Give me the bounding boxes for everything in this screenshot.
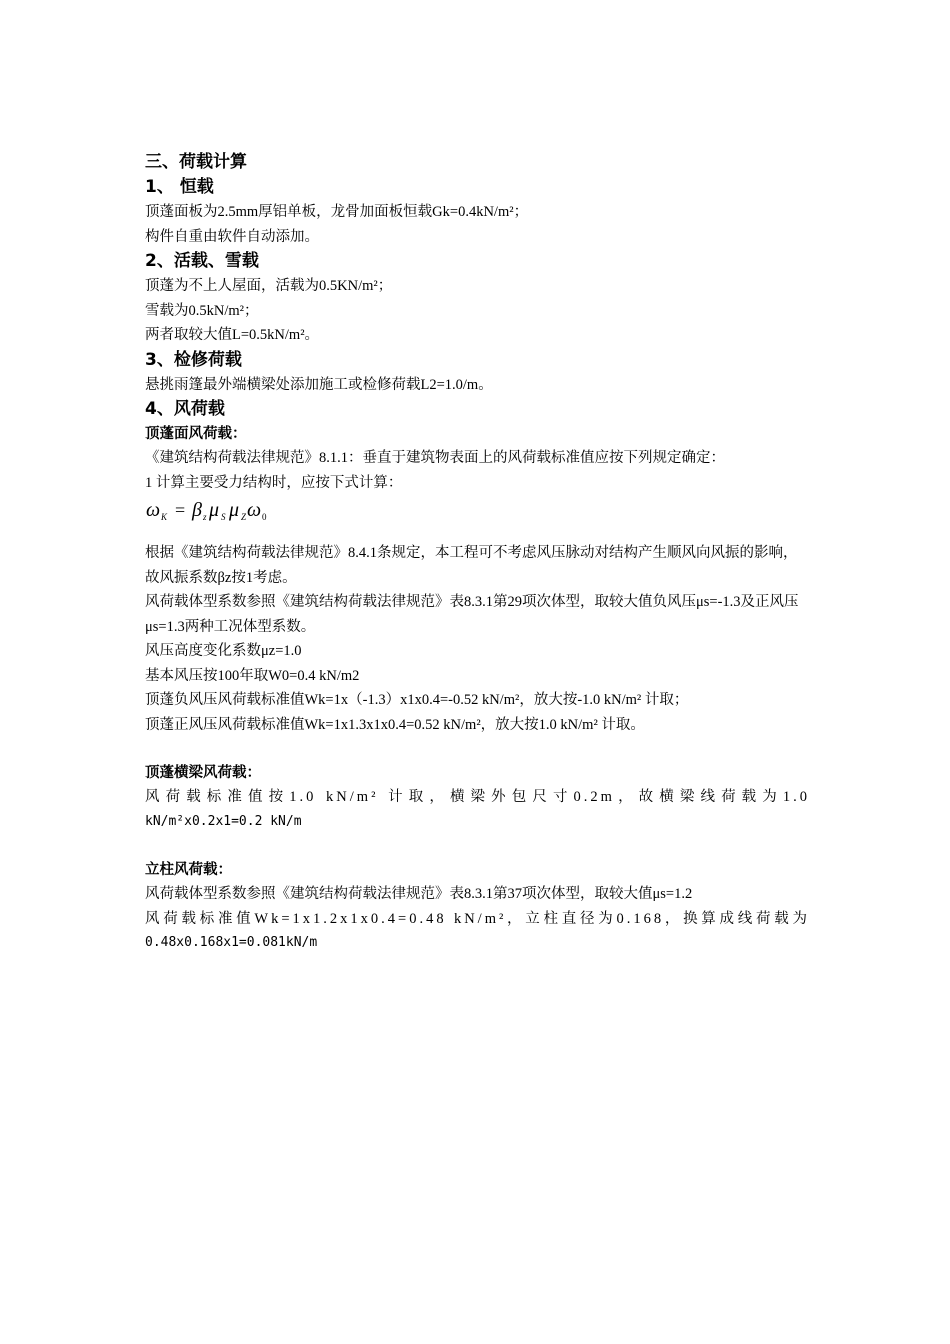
svg-text:0: 0 <box>262 512 267 522</box>
svg-text:Z: Z <box>241 512 247 522</box>
dead-load-line-2: 构件自重由软件自动添加。 <box>145 228 319 245</box>
document-page <box>145 150 810 956</box>
svg-text:=: = <box>175 500 186 520</box>
snow-load-line: 雪载为0.5kN/m²； <box>145 302 259 319</box>
beam-wind-line-2: kN/m²x0.2x1=0.2 kN/m <box>145 813 302 829</box>
negative-wind-line: 顶蓬负风压风荷载标准值Wk=1x（-1.3）x1x0.4=-0.52 kN/m²，放大按-1.0 kN/m² 计取； <box>145 692 689 708</box>
basic-wind-pressure-line: 基本风压按100年取W0=0.4 kN/m2 <box>145 667 360 684</box>
svg-text:K: K <box>161 512 168 522</box>
wind-formula-image <box>145 498 285 528</box>
column-wind-line-2: 风荷载标准值Wk=1x1.2x1x0.4=0.48 kN/m²，立柱直径为0.168，换算成线荷载为 <box>145 910 810 927</box>
wind-load-heading: 4、风荷载 <box>145 399 225 419</box>
roof-wind-line-1: 《建筑结构荷载法律规范》8.1.1：垂直于建筑物表面上的风荷载标准值应按下列规定确定： <box>145 450 725 466</box>
column-wind-line-1: 风荷载体型系数参照《建筑结构荷载法律规范》表8.3.1第37项次体型，取较大值μs=1.2 <box>145 886 693 902</box>
svg-text:ω: ω <box>247 499 262 521</box>
wind-formula <box>145 495 810 531</box>
dead-load-line-1: 顶蓬面板为2.5mm厚铝单板，龙骨加面板恒载Gk=0.4kN/m²； <box>145 204 529 220</box>
wind-vibration-paragraph: 根据《建筑结构荷载法律规范》8.4.1条规定，本工程可不考虑风压脉动对结构产生顺风向风振的影响，故风振系数βz按1考虑。 <box>145 545 798 586</box>
svg-text:ω: ω <box>146 499 161 521</box>
roof-wind-line-2: 1 计算主要受力结构时，应按下式计算： <box>145 474 403 491</box>
column-wind-line-3: 0.48x0.168x1=0.081kN/m <box>145 935 318 950</box>
column-wind-subheading: 立柱风荷载： <box>145 862 232 878</box>
max-load-line: 两者取较大值L=0.5kN/m²。 <box>145 327 320 343</box>
beam-wind-line-1: 风荷载标准值按1.0 kN/m² 计取，横梁外包尺寸0.2m，故横梁线荷载为1.0 <box>145 789 810 805</box>
height-coefficient-line: 风压高度变化系数μz=1.0 <box>145 643 302 659</box>
svg-text:S: S <box>221 512 226 522</box>
live-load-line: 顶蓬为不上人屋面，活载为0.5KN/m²； <box>145 278 393 294</box>
svg-text:μ: μ <box>209 499 220 521</box>
maintenance-line: 悬挑雨篷最外端横梁处添加施工或检修荷载L2=1.0/m。 <box>145 376 493 393</box>
svg-text:β: β <box>192 499 202 521</box>
live-snow-heading: 2、活载、雪载 <box>145 251 259 271</box>
svg-text:z: z <box>203 512 207 522</box>
maintenance-heading: 3、检修荷载 <box>145 349 242 370</box>
dead-load-heading: 1、 恒载 <box>145 177 214 197</box>
section-title: 三、荷载计算 <box>145 152 247 172</box>
positive-wind-line: 顶蓬正风压风荷载标准值Wk=1x1.3x1x0.4=0.52 kN/m²，放大按1.0 kN/m² 计取。 <box>145 716 645 733</box>
roof-wind-subheading: 顶蓬面风荷载： <box>145 426 247 442</box>
svg-text:μ: μ <box>229 499 240 521</box>
beam-wind-subheading: 顶蓬横梁风荷载： <box>145 765 261 781</box>
shape-coefficient-paragraph: 风荷载体型系数参照《建筑结构荷载法律规范》表8.3.1第29项次体型，取较大值负风压μs=-1.3及正风压μs=1.3两种工况体型系数。 <box>145 594 799 635</box>
